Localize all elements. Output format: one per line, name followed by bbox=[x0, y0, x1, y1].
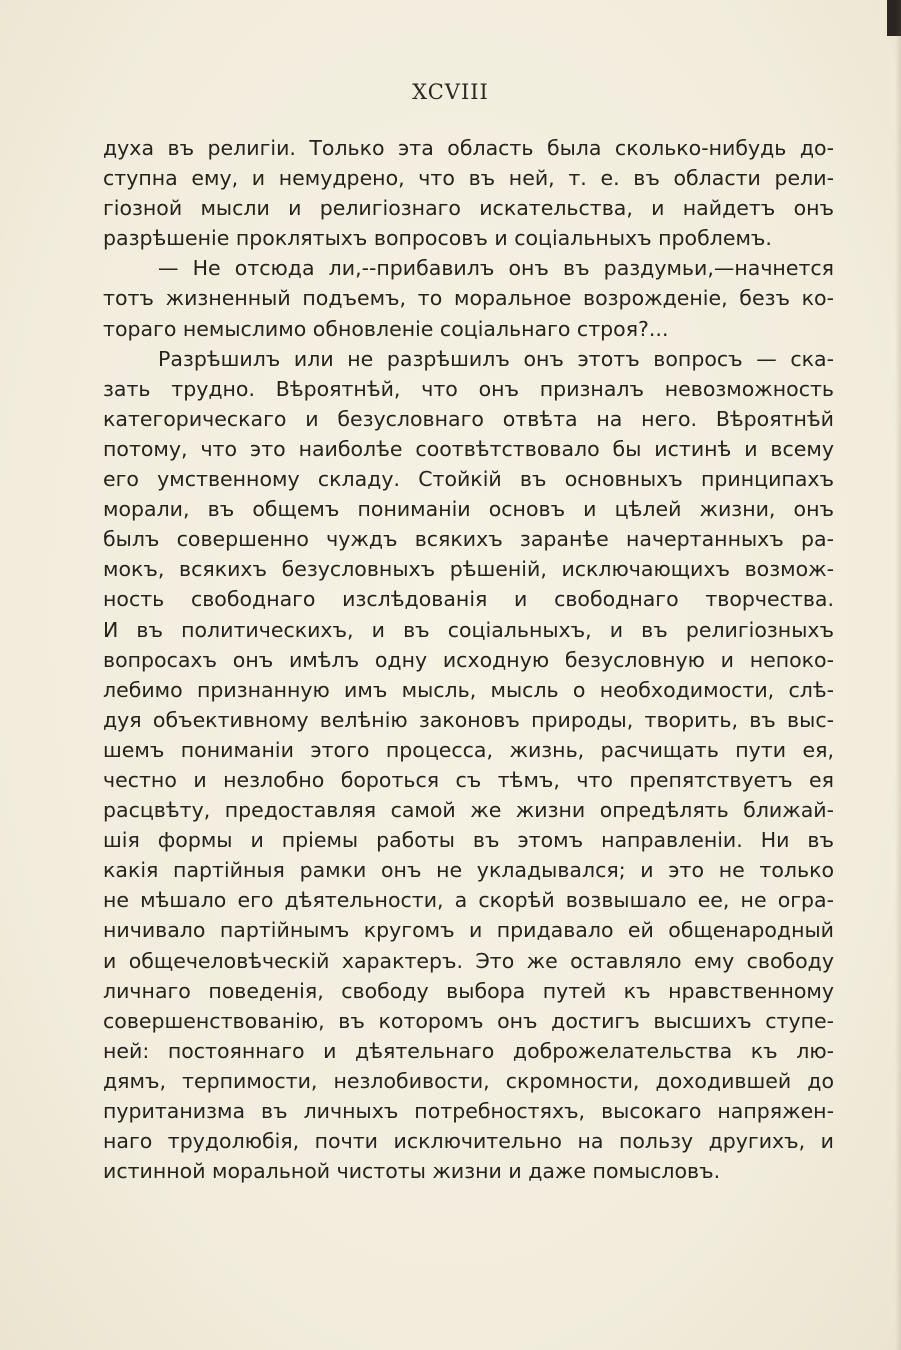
body-text bbox=[103, 133, 834, 1186]
text-line: ступна ему, и немудрено, что въ ней, т. е. въ области рели- bbox=[103, 166, 834, 191]
text-line: разрѣшенiе проклятыхъ вопросовъ и соцiальныхъ проблемъ. bbox=[103, 226, 772, 251]
text-line: шiя формы и прiемы работы въ этомъ направленiи. Ни въ bbox=[103, 828, 834, 853]
text-line: дуя объективному велѣнiю законовъ природы, творить, въ выс- bbox=[103, 707, 834, 732]
text-line: духа въ религiи. Только эта область была сколько-нибудь до- bbox=[103, 136, 834, 160]
text-line: истинной моральной чистоты жизни и даже помысловъ. bbox=[103, 1159, 721, 1184]
text-line: честно и незлобно бороться съ тѣмъ, что препятствуетъ ея bbox=[103, 767, 834, 792]
text-line: категорическаго и безусловнаго отвѣта на него. Вѣроятнѣй bbox=[103, 406, 834, 431]
text-line: зать трудно. Вѣроятнѣй, что онъ призналъ невозможность bbox=[103, 376, 834, 401]
text-line: вопросахъ онъ имѣлъ одну исходную безусловную и непоко- bbox=[103, 647, 834, 672]
text-line: тотъ жизненный подъемъ, то моральное возрожденiе, безъ ко- bbox=[103, 286, 834, 311]
text-line: былъ совершенно чуждъ всякихъ заранѣе начертанныхъ ра- bbox=[103, 527, 834, 552]
text-line: — Не отсюда ли,--прибавилъ онъ въ раздумьи,—начнется bbox=[158, 256, 834, 281]
text-line: его умственному складу. Стойкiй въ основныхъ принципахъ bbox=[103, 467, 834, 492]
page-number: XCVIII bbox=[412, 80, 489, 104]
text-line: пуританизма въ личныхъ потребностяхъ, высокаго напряжен- bbox=[103, 1099, 834, 1123]
text-line: не мѣшало его дѣятельности, а скорѣй возвышало ее, не огра- bbox=[103, 888, 834, 913]
text-line: ней: постояннаго и дѣятельнаго доброжелательства къ лю- bbox=[103, 1038, 834, 1063]
page-edge-shadow bbox=[895, 0, 901, 1350]
text-line: какiя партiйныя рамки онъ не укладывался; и это не только bbox=[103, 858, 834, 883]
text-line: и общечеловѣческiй характеръ. Это же оставляло ему свободу bbox=[103, 948, 834, 973]
text-line: расцвѣту, предоставляя самой же жизни опредѣлять ближай- bbox=[103, 798, 834, 823]
text-line: потому, что это наиболѣе соотвѣтствовало бы истинѣ и всему bbox=[103, 436, 834, 461]
text-line: морали, въ общемъ пониманiи основъ и цѣлей жизни, онъ bbox=[103, 497, 834, 522]
text-line: наго трудолюбiя, почти исключительно на пользу другихъ, и bbox=[103, 1129, 834, 1154]
text-line: шемъ пониманiи этого процесса, жизнь, расчищать пути ея, bbox=[103, 737, 834, 762]
text-line: мокъ, всякихъ безусловныхъ рѣшенiй, исключающихъ возмож- bbox=[103, 557, 834, 582]
text-line: тораго немыслимо обновленiе соцiальнаго строя?... bbox=[103, 316, 669, 341]
text-line: гiозной мысли и религiознаго искательства, и найдетъ онъ bbox=[103, 196, 834, 221]
text-line: совершенствованiю, въ которомъ онъ достигъ высшихъ ступе- bbox=[103, 1008, 834, 1033]
text-line: И въ политическихъ, и въ соцiальныхъ, и въ религiозныхъ bbox=[103, 617, 834, 642]
text-line: Разрѣшилъ или не разрѣшилъ онъ этотъ вопросъ — ска- bbox=[158, 346, 834, 371]
text-line: дямъ, терпимости, незлобивости, скромности, доходившей до bbox=[103, 1068, 834, 1093]
text-line: лебимо признанную имъ мысль, мысль о необходимости, слѣ- bbox=[103, 677, 834, 702]
text-line: личнаго поведенiя, свободу выбора путей къ нравственному bbox=[103, 978, 834, 1003]
text-line: ничивало партiйнымъ кругомъ и придавало ей общенародный bbox=[103, 918, 834, 943]
text-line: ность свободнаго изслѣдованiя и свободнаго творчества. bbox=[103, 587, 834, 612]
